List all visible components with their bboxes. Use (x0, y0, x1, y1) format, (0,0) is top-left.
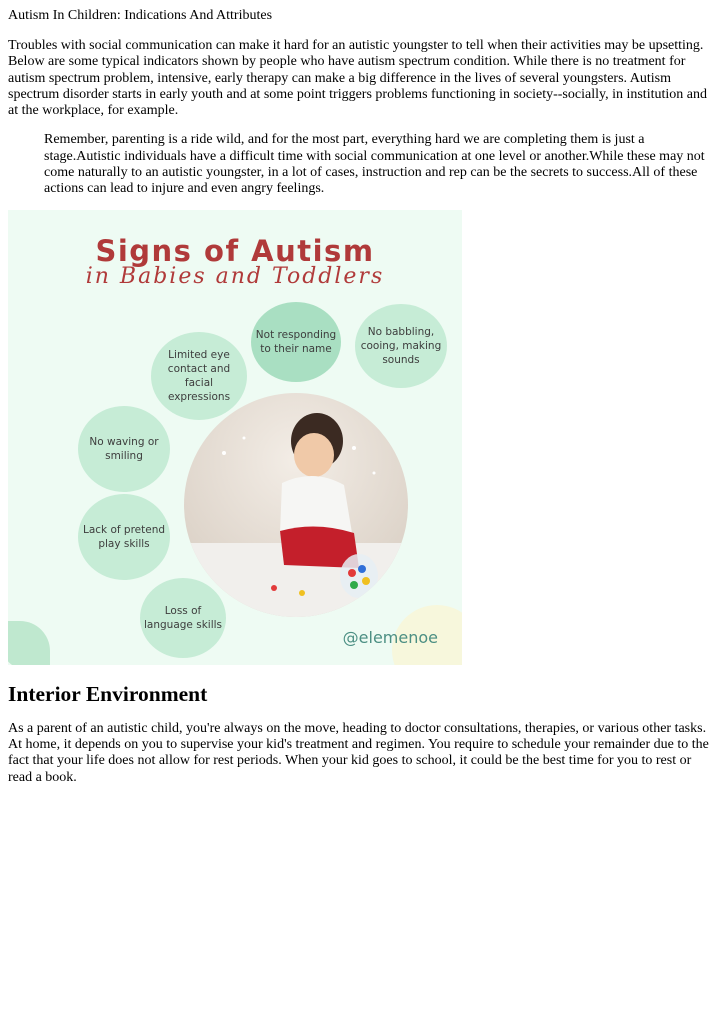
section-heading: Interior Environment (8, 681, 208, 706)
document-page (0, 8, 720, 786)
quote-paragraph: Remember, parenting is a ride wild, and for the most part, everything hard we are completing them is just a stage.Autistic individuals have a difficult time with social communication at one level or another.While these may not come naturally to an autistic youngster, in a lot of cases, instruction and rep can be the secrets to success.All of these actions can lead to injure and even angry feelings. (44, 132, 705, 197)
autism-signs-infographic (8, 210, 462, 665)
sign-bubble-pretend-play: Lack of pretend play skills (78, 494, 170, 580)
sign-bubble-language: Loss of language skills (140, 578, 226, 658)
sign-bubble-babbling: No babbling, cooing, making sounds (355, 304, 447, 388)
section-paragraph: As a parent of an autistic child, you're always on the move, heading to doctor consultations, therapies, or various other tasks. At home, it depends on you to supervise your kid's treatment and regimen. You require to schedule your remainder due to the fact that your life does not allow for rest periods. When your kid goes to school, it could be the best time for you to rest or read a book. (8, 720, 709, 785)
page-title: Autism In Children: Indications And Attributes (8, 8, 273, 23)
infographic-subtitle: in Babies and Toddlers (85, 263, 385, 289)
leaf-decoration (8, 621, 50, 665)
sign-bubble-waving: No waving or smiling (78, 406, 170, 492)
sign-bubble-name-response: Not responding to their name (251, 302, 341, 382)
sign-bubble-eye-contact: Limited eye contact and facial expressions (151, 332, 247, 420)
infographic-title: Signs of Autism (95, 233, 375, 268)
social-handle: @elemenoe (342, 627, 438, 647)
intro-paragraph: Troubles with social communication can make it hard for an autistic youngster to tell when their activities may be upsetting. Below are some typical indicators shown by people who have autism spectrum condition. While there is no treatment for autism spectrum problem, intensive, early therapy can make a big difference in the lives of several youngsters. Autism spectrum disorder starts in early youth and at some point triggers problems functioning in society--socially, in institution and at the workplace, for example. (8, 38, 707, 119)
toddler-photo (184, 393, 408, 617)
